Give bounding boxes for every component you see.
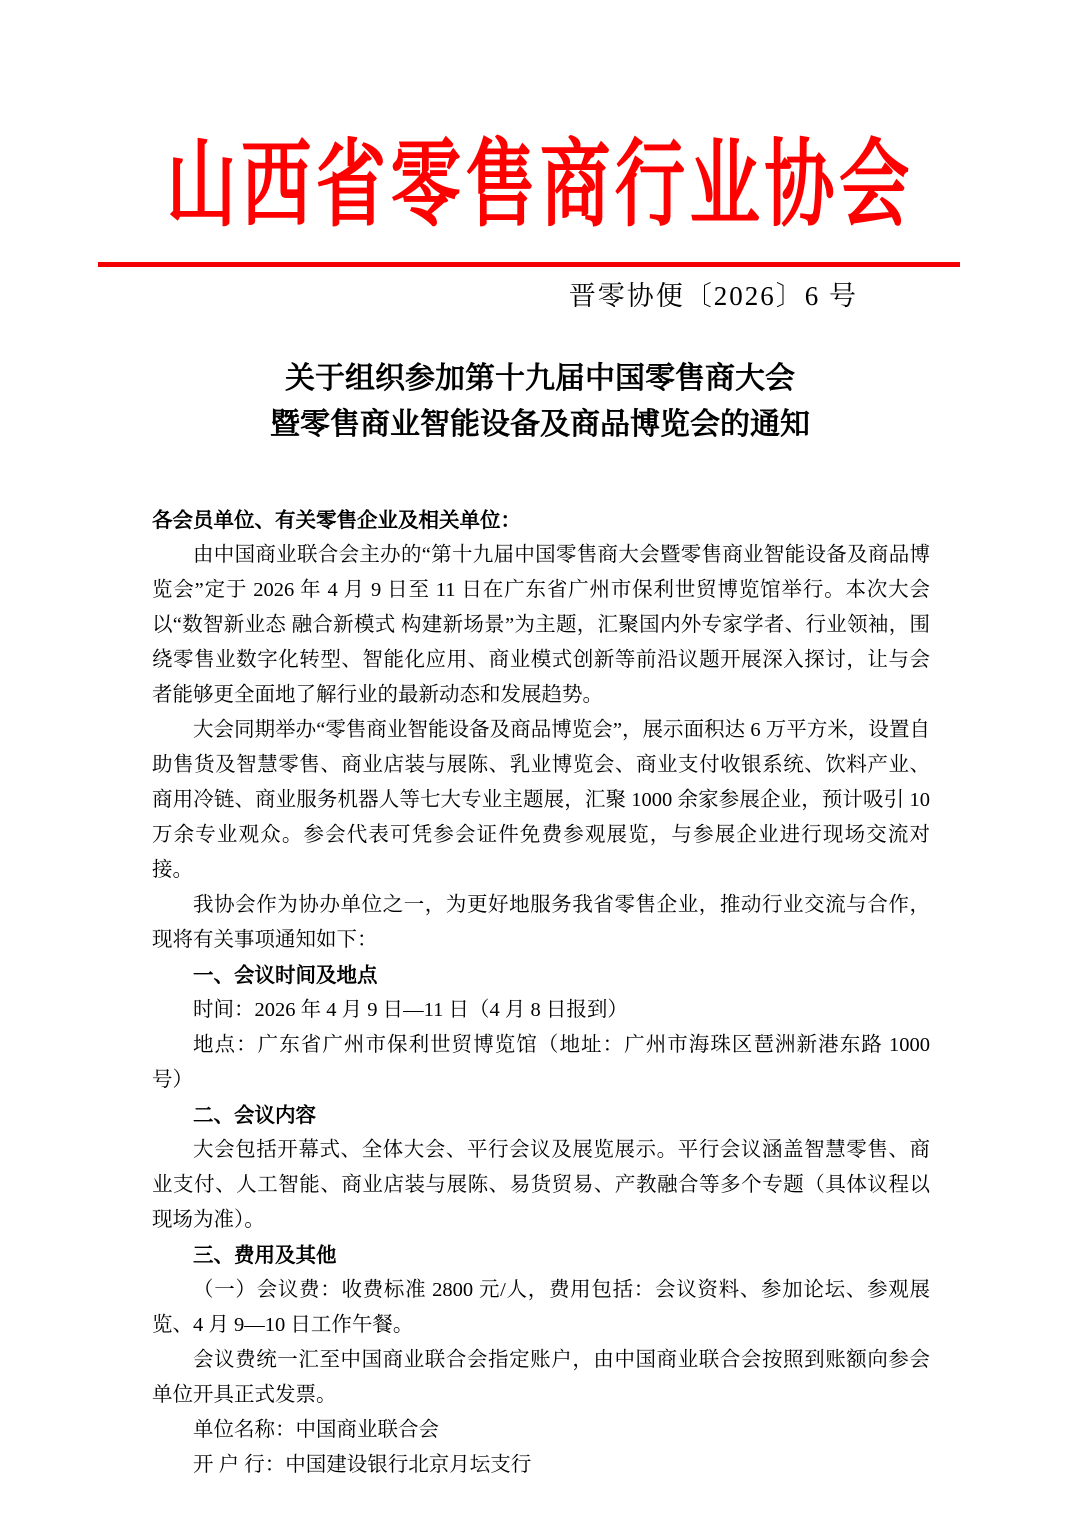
meeting-time: 时间：2026 年 4 月 9 日—11 日（4 月 8 日报到） [193,999,628,1021]
red-divider-line [98,262,960,267]
paragraph-intro: 由中国商业联合会主办的“第十九届中国零售商大会暨零售商业智能设备及商品博览会”定于 2026 年 4 月 9 日至 11 日在广东省广州市保利世贸博览馆举行。本次大会以“数智新业态 融合新模式 构建新场景”为主题，汇聚国内外专家学者、行业领袖，围绕零售业数字化转型、智能化应用、商业模式创新等前沿议题开展深入探讨，让与会者能够更全面地了解行业的最新动态和发展趋势。 [152,544,930,706]
paragraph-invoice: 会议费统一汇至中国商业联合会指定账户，由中国商业联合会按照到账额向参会单位开具正式发票。 [152,1349,930,1406]
paragraph-expo: 大会同期举办“零售商业智能设备及商品博览会”，展示面积达 6 万平方米，设置自助售货及智慧零售、商业店装与展陈、乳业博览会、商业支付收银系统、饮料产业、商用冷链、商业服务机器人等七大专业主题展，汇聚 1000 余家参展企业，预计吸引 10 万余专业观众。参会代表可凭参会证件免费参观展览，与参展企业进行现场交流对接。 [152,719,930,881]
paragraph-agenda: 大会包括开幕式、全体大会、平行会议及展览展示。平行会议涵盖智慧零售、商业支付、人工智能、商业店装与展陈、易货贸易、产教融合等多个专题（具体议程以现场为准）。 [152,1139,930,1231]
document-body [152,503,930,1483]
document-title-line1: 关于组织参加第十九届中国零售商大会 [285,362,795,395]
document-title [0,356,1080,448]
document-number: 晋零协便〔2026〕6 号 [568,281,858,311]
paragraph-fee: （一）会议费：收费标准 2800 元/人，费用包括：会议资料、参加论坛、参观展览、4 月 9—10 日工作午餐。 [152,1279,930,1336]
section-2-heading: 二、会议内容 [193,1104,316,1127]
bank-name: 开 户 行：中国建设银行北京月坛支行 [193,1454,532,1476]
section-3-heading: 三、费用及其他 [193,1244,337,1267]
section-1-heading: 一、会议时间及地点 [193,964,378,987]
document-title-line2: 暨零售商业智能设备及商品博览会的通知 [270,408,810,441]
paragraph-role: 我协会作为协办单位之一，为更好地服务我省零售企业，推动行业交流与合作，现将有关事项通知如下： [152,894,930,951]
account-name: 单位名称：中国商业联合会 [193,1419,439,1441]
org-name-red-header: 山西省零售商行业协会 [166,132,914,238]
salutation: 各会员单位、有关零售企业及相关单位： [152,509,521,532]
meeting-place: 地点：广东省广州市保利世贸博览馆（地址：广州市海珠区琶洲新港东路 1000 号） [152,1034,930,1091]
